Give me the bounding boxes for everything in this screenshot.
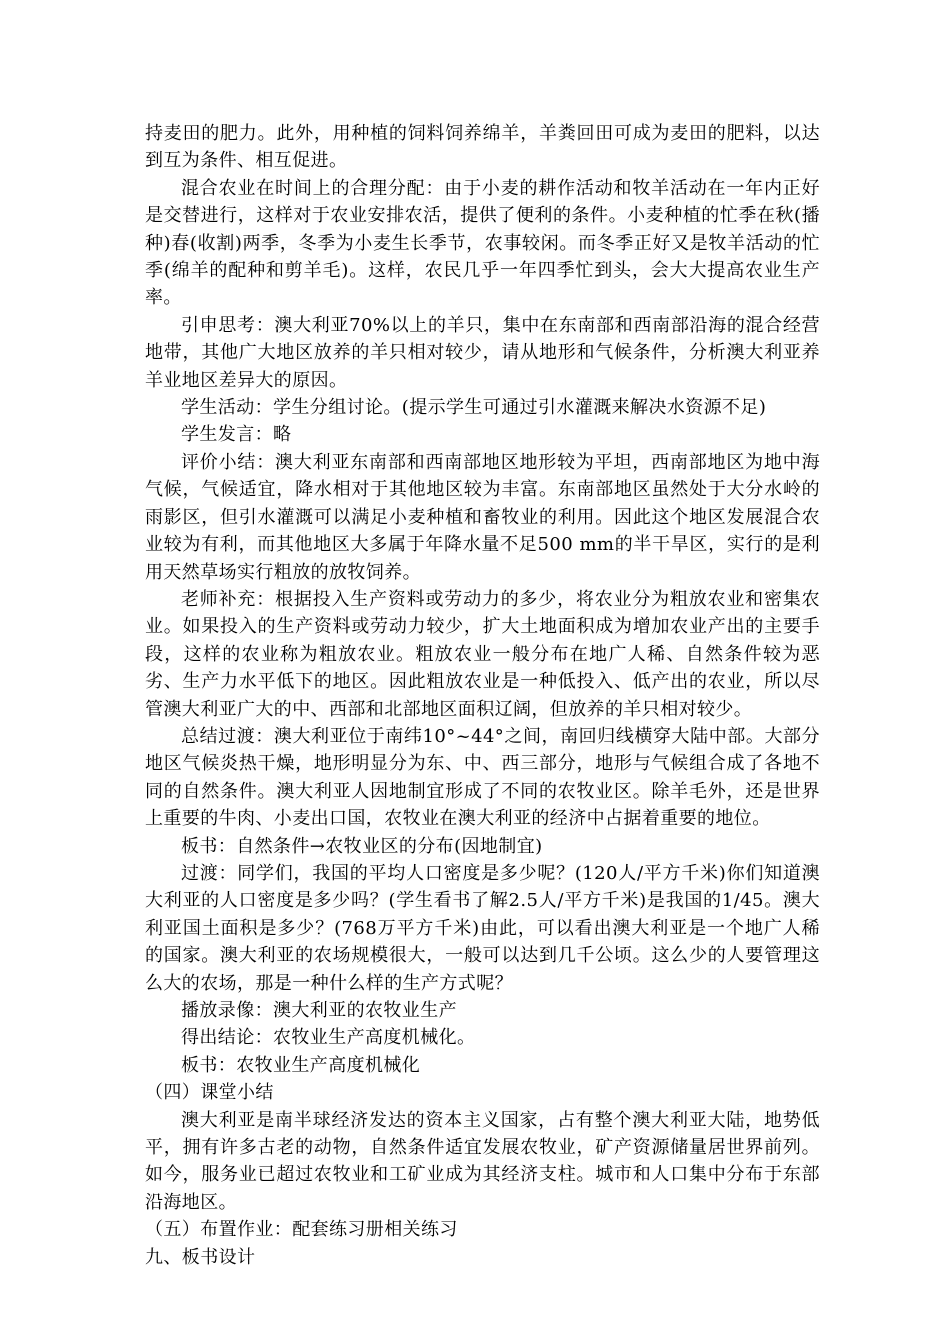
paragraph-board-note-2: 板书：农牧业生产高度机械化 xyxy=(181,1054,421,1076)
paragraph-extended-thinking: 引申思考：澳大利亚70%以上的羊只，集中在东南部和西南部沿海的混合经营地带，其他广大地区放养的羊只相对较少，请从地形和气候条件，分析澳大利亚养羊业地区差异大的原因。 xyxy=(145,314,820,391)
section-heading-homework: （五）布置作业：配套练习册相关练习 xyxy=(145,1219,458,1241)
paragraph-student-speech: 学生发言：略 xyxy=(181,424,292,446)
paragraph-class-summary: 澳大利亚是南半球经济发达的资本主义国家，占有整个澳大利亚大陆，地势低平，拥有许多古老的动物，自然条件适宜发展农牧业，矿产资源储量居世界前列。如今，服务业已超过农牧业和工矿业成为其经济支柱。城市和人口集中分布于东部沿海地区。 xyxy=(145,1109,820,1213)
paragraph-fertility: 持麦田的肥力。此外，用种植的饲料饲养绵羊，羊粪回田可成为麦田的肥料，以达到互为条件、相互促进。 xyxy=(145,123,820,172)
paragraph-conclusion: 得出结论：农牧业生产高度机械化。 xyxy=(181,1027,476,1049)
document-page xyxy=(145,120,820,1271)
paragraph-student-activity: 学生活动：学生分组讨论。(提示学生可通过引水灌溉来解决水资源不足) xyxy=(181,397,767,419)
paragraph-board-note-1: 板书：自然条件→农牧业区的分布(因地制宜) xyxy=(181,835,543,857)
paragraph-teacher-supplement: 老师补充：根据投入生产资料或劳动力的多少，将农业分为粗放农业和密集农业。如果投入的生产资料或劳动力较少，扩大土地面积成为增加农业产出的主要手段，这样的农业称为粗放农业。粗放农业一般分布在地广人稀、自然条件较为恶劣、生产力水平低下的地区。因此粗放农业是一种低投入、低产出的农业，所以尽管澳大利亚广大的中、西部和北部地区面积辽阔，但放养的羊只相对较少。 xyxy=(145,588,820,720)
section-heading-board-design: 九、板书设计 xyxy=(145,1246,256,1268)
paragraph-play-video: 播放录像：澳大利亚的农牧业生产 xyxy=(181,1000,457,1021)
paragraph-evaluation-summary: 评价小结：澳大利亚东南部和西南部地区地形较为平坦，西南部地区为地中海气候，气候适宜，降水相对于其他地区较为丰富。东南部地区虽然处于大分水岭的雨影区，但引水灌溉可以满足小麦种植和畜牧业的利用。因此这个地区发展混合农业较为有利，而其他地区大多属于年降水量不足500 mm的半干旱区，实行的是利用天然草场实行粗放的放牧饲养。 xyxy=(145,451,820,583)
paragraph-summary-transition: 总结过渡：澳大利亚位于南纬10°~44°之间，南回归线横穿大陆中部。大部分地区气候炎热干燥，地形明显分为东、中、西三部分，地形与气候组合成了各地不同的自然条件。澳大利亚人因地制宜形成了不同的农牧业区。除羊毛外，还是世界上重要的牛肉、小麦出口国，农牧业在澳大利亚的经济中占据着重要的地位。 xyxy=(145,725,820,830)
paragraph-transition-population: 过渡：同学们，我国的平均人口密度是多少呢？(120人/平方千米)你们知道澳大利亚的人口密度是多少吗？(学生看书了解2.5人/平方千米)是我国的1/45。澳大利亚国土面积是多少？(768万平方千米)由此，可以看出澳大利亚是一个地广人稀的国家。澳大利亚的农场规模很大，一般可以达到几千公顷。这么少的人要管理这么大的农场，那是一种什么样的生产方式呢？ xyxy=(145,862,820,994)
section-heading-class-summary: （四）课堂小结 xyxy=(145,1082,274,1104)
paragraph-time-allocation: 混合农业在时间上的合理分配：由于小麦的耕作活动和牧羊活动在一年内正好是交替进行，这样对于农业安排农活，提供了便利的条件。小麦种植的忙季在秋(播种)春(收割)两季，冬季为小麦生长季节，农事较闲。而冬季正好又是牧羊活动的忙季(绵羊的配种和剪羊毛)。这样，农民几乎一年四季忙到头，会大大提高农业生产率。 xyxy=(145,177,820,309)
